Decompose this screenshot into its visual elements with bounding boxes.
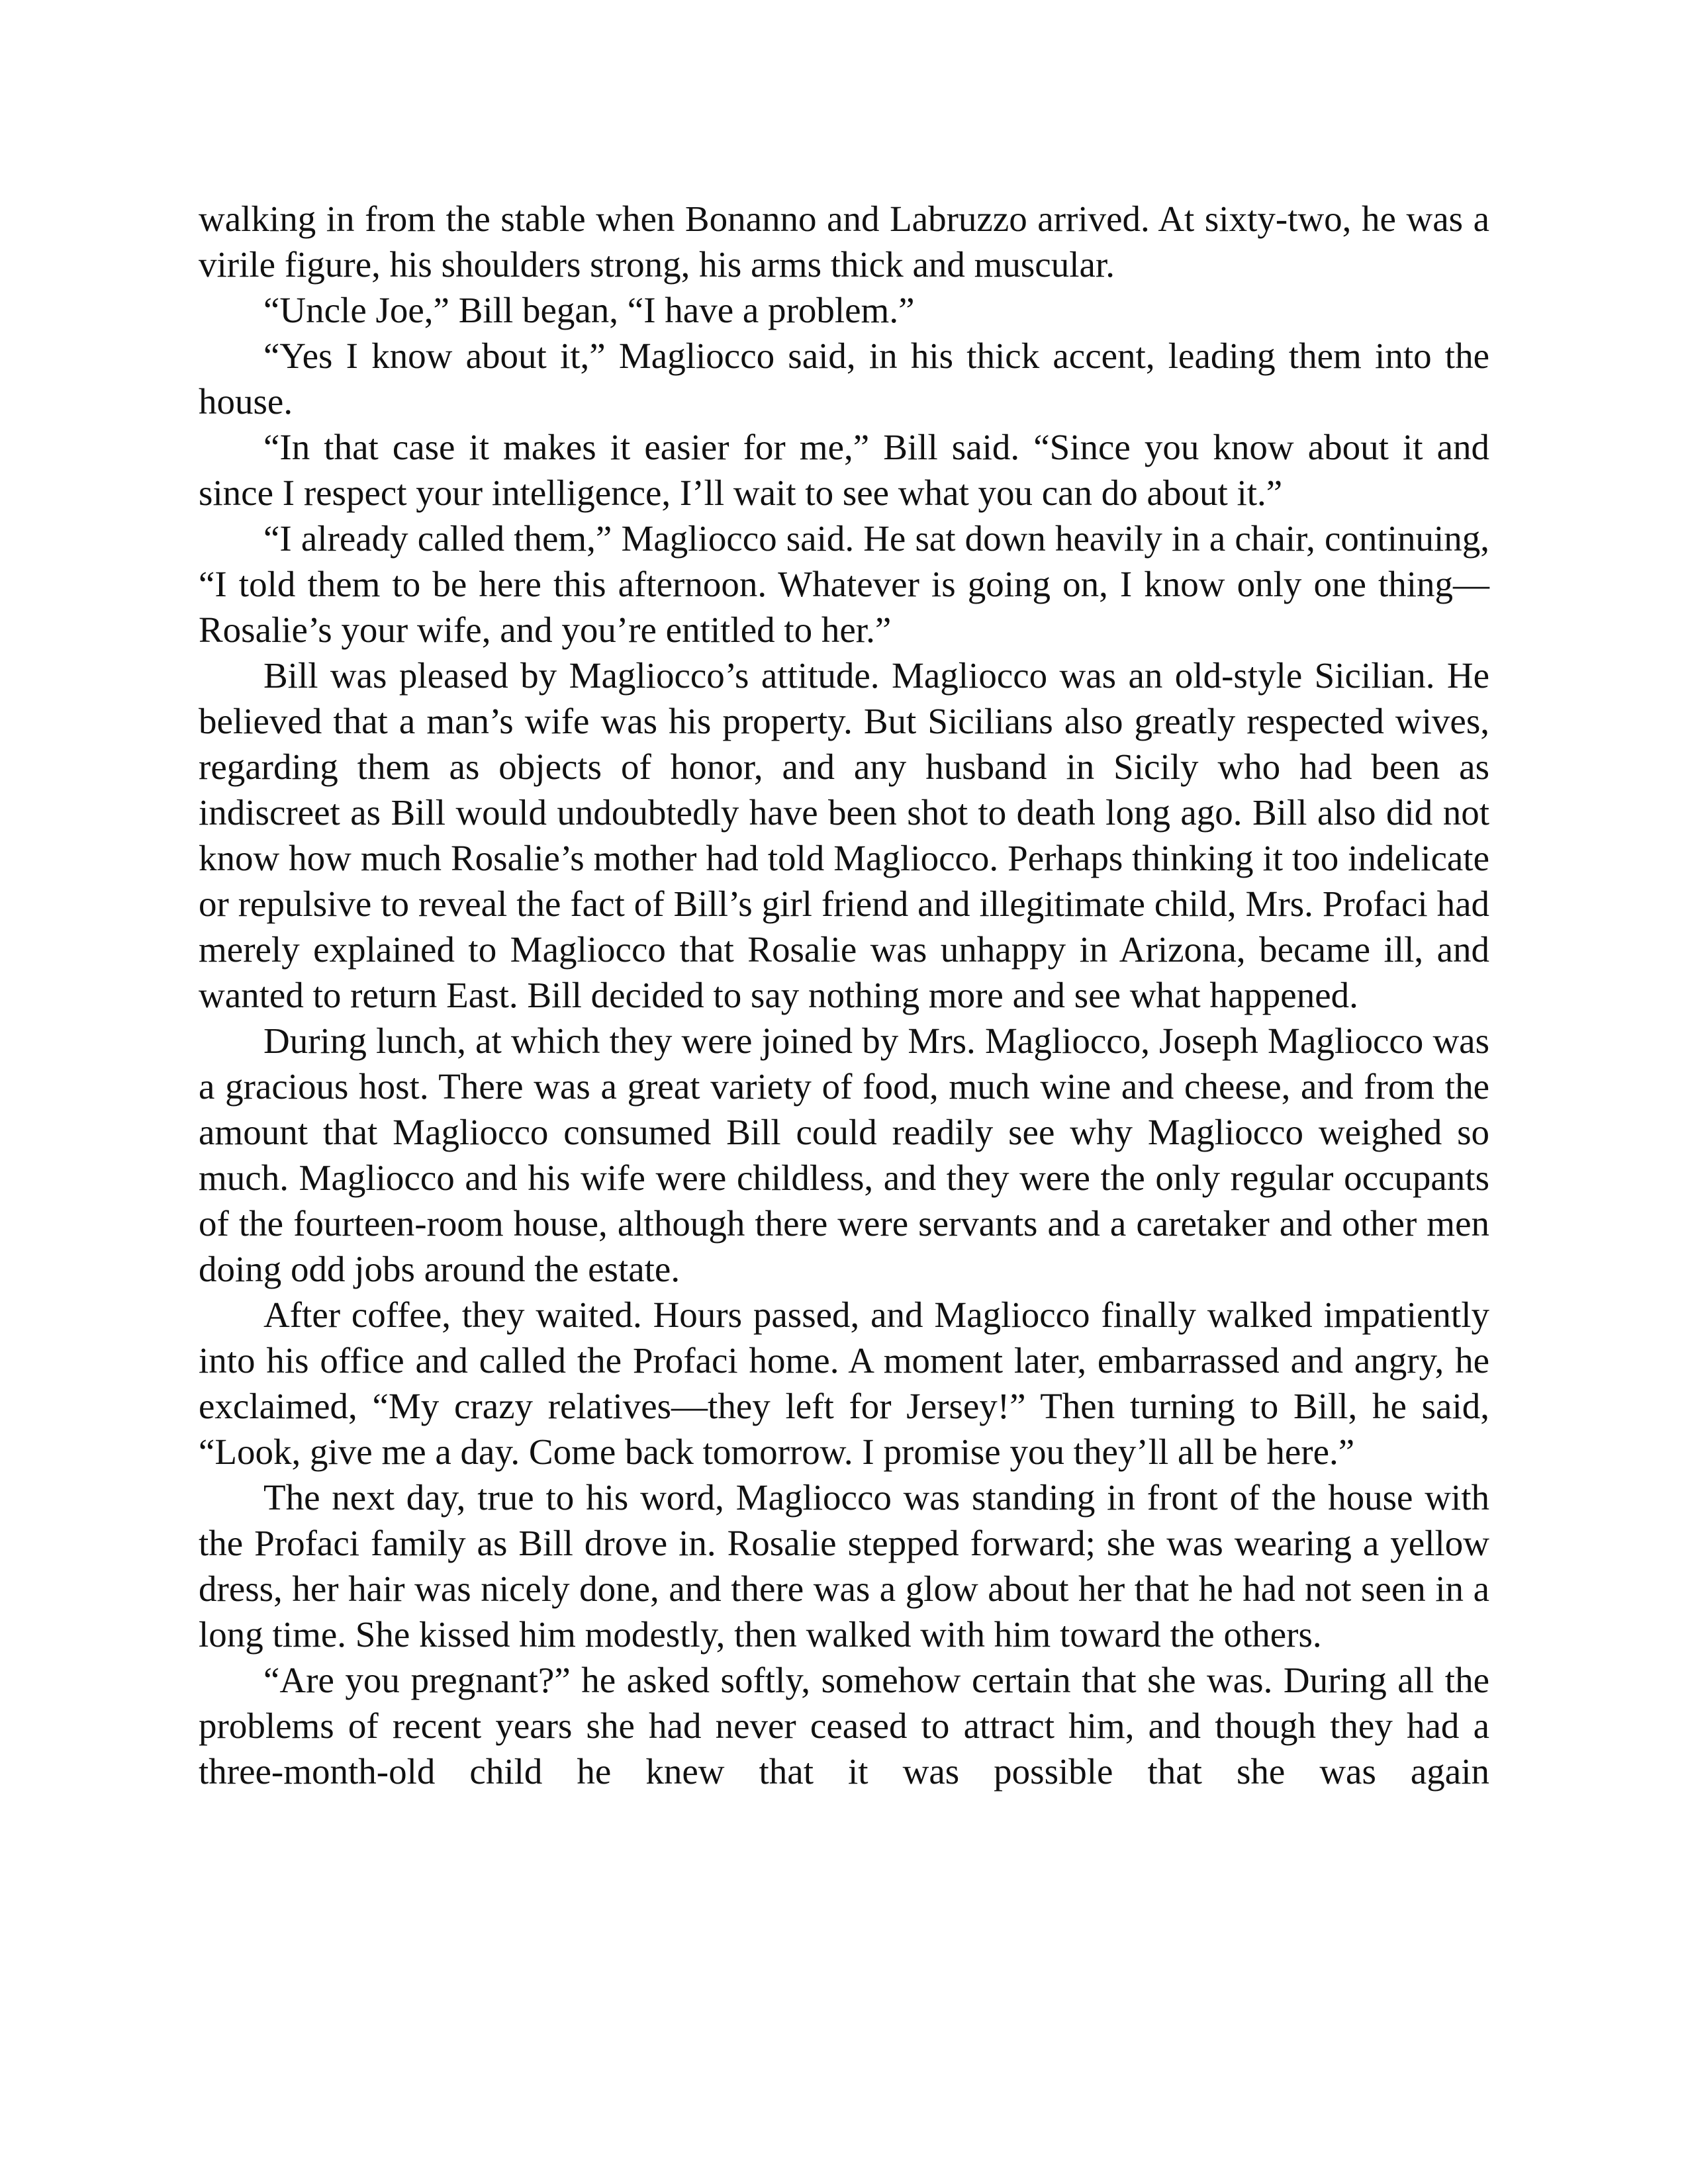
page-body — [199, 196, 1489, 1794]
paragraph-9: The next day, true to his word, Magliocco was standing in front of the house with the Profaci family as Bill drove in. Rosalie stepped forward; she was wearing a yellow dress, her hair was nicely done, and there was a glow about her that he had not seen in a long time. She kissed him modestly, then walked with him toward the others. — [199, 1477, 1489, 1655]
paragraph-2: “Uncle Joe,” Bill began, “I have a problem.” — [263, 290, 915, 330]
paragraph-1: walking in from the stable when Bonanno and Labruzzo arrived. At sixty-two, he was a virile figure, his shoulders strong, his arms thick and muscular. — [199, 199, 1489, 285]
paragraph-3: “Yes I know about it,” Magliocco said, in his thick accent, leading them into the house. — [199, 336, 1489, 422]
paragraph-7: During lunch, at which they were joined by Mrs. Magliocco, Joseph Magliocco was a gracious host. There was a great variety of food, much wine and cheese, and from the amount that Magliocco consumed Bill could readily see why Magliocco weighed so much. Magliocco and his wife were childless, and they were the only regular occupants of the fourteen-room house, although there were servants and a caretaker and other men doing odd jobs around the estate. — [199, 1021, 1489, 1289]
paragraph-4: “In that case it makes it easier for me,” Bill said. “Since you know about it and since I respect your intelligence, I’ll wait to see what you can do about it.” — [199, 427, 1489, 513]
paragraph-5: “I already called them,” Magliocco said. He sat down heavily in a chair, continuing, “I told them to be here this afternoon. Whatever is going on, I know only one thing—Rosalie’s your wife, and you’re entitled to her.” — [199, 518, 1489, 650]
paragraph-6: Bill was pleased by Magliocco’s attitude. Magliocco was an old-style Sicilian. He believed that a man’s wife was his property. But Sicilians also greatly respected wives, regarding them as objects of honor, and any husband in Sicily who had been as indiscreet as Bill would undoubtedly have been shot to death long ago. Bill also did not know how much Rosalie’s mother had told Magliocco. Perhaps thinking it too indelicate or repulsive to reveal the fact of Bill’s girl friend and illegitimate child, Mrs. Profaci had merely explained to Magliocco that Rosalie was unhappy in Arizona, became ill, and wanted to return East. Bill decided to say nothing more and see what happened. — [199, 655, 1489, 1015]
paragraph-8: After coffee, they waited. Hours passed, and Magliocco finally walked impatiently into his office and called the Profaci home. A moment later, embarrassed and angry, he exclaimed, “My crazy relatives—they left for Jersey!” Then turning to Bill, he said, “Look, give me a day. Come back tomorrow. I promise you they’ll all be here.” — [199, 1295, 1489, 1472]
paragraph-10: “Are you pregnant?” he asked softly, somehow certain that she was. During all the problems of recent years she had never ceased to attract him, and though they had a three-month-old child he knew that it was possible that she was again — [199, 1660, 1489, 1792]
